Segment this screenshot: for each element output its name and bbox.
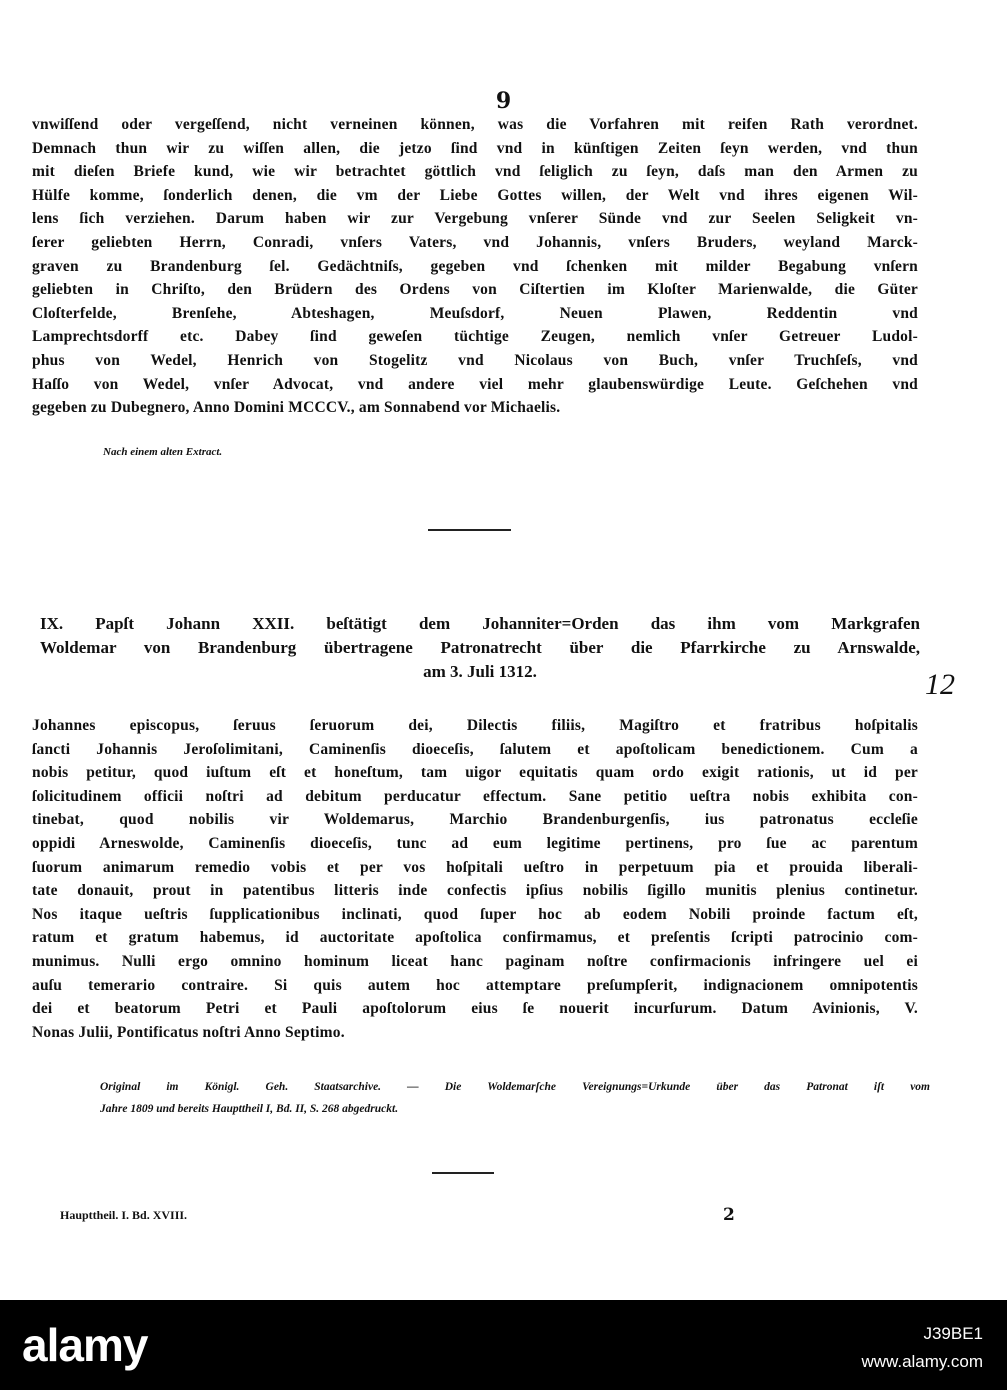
text-line: tate donauit, prout in patentibus litteris inde confectis ipſius nobilis ſigillo munitis plenius continetur. <box>32 882 918 900</box>
text-line: dei et beatorum Petri et Pauli apoſtolorum eius ſe nouerit incurſurum. Datum Avinionis, V. <box>32 1000 918 1018</box>
text-line: graven zu Brandenburg ſel. Gedächtniſs, gegeben vnd ſchenken mit milder Begabung vnſern <box>32 257 918 275</box>
document-heading <box>40 612 920 684</box>
text-line: auſu temerario contraire. Si quis autem hoc attemptare preſumpſerit, indignacionem omnipotentis <box>32 976 918 994</box>
heading-line-2: Woldemar von Brandenburg übertragene Patronatrecht über die Pfarrkirche zu Arnswalde, <box>40 638 920 657</box>
section-divider <box>428 529 511 531</box>
text-line: ſolicitudinem officii noſtri ad debitum perducatur effectum. Sane petitio ueſtra nobis exhibita con- <box>32 787 918 805</box>
text-line: Johannes episcopus, ſeruus ſeruorum dei, Dilectis filiis, Magiſtro et fratribus hoſpitalis <box>32 717 918 734</box>
text-line: lens ſich verziehen. Darum haben wir zur Vergebung vnſerer Sünde vnd zur Seelen Seligkeit vn- <box>32 210 918 228</box>
heading-line-3: am 3. Juli 1312. <box>423 662 537 681</box>
text-line: ſerer geliebten Herrn, Conradi, vnſers Vaters, vnd Johannis, vnſers Bruders, weyland Marck- <box>32 233 918 251</box>
text-line: ſancti Johannis Jeroſolimitani, Caminenſis dioeceſis, ſalutem et apoſtolicam benedictionem. Cum a <box>32 740 918 758</box>
text-line: Demnach thun wir zu wiſſen allen, die jetzo ſind vnd in künſtigen Zeiten ſeyn werden, vnd thun <box>32 139 918 157</box>
footnote-line-1: Original im Königl. Geh. Staatsarchive. — Die Woldemarſche Vereignungs=Urkunde über das Patronat iſt vom <box>100 1081 930 1093</box>
text-line: oppidi Arneswolde, Caminenſis dioeceſis, tunc ad eum legitime pertinens, pro ſue ac parentum <box>32 834 918 852</box>
footnote-line-2: Jahre 1809 und bereits Haupttheil I, Bd. II, S. 268 abgedruckt. <box>100 1103 399 1115</box>
text-line: ratum et gratum habemus, id auctoritate apoſtolica confirmamus, et preſentis ſcripti patrocinio com- <box>32 929 918 947</box>
sheet-number: 2 <box>723 1205 735 1225</box>
text-line: vnwiſſend oder vergeſſend, nicht verneinen können, was die Vorfahren mit reifen Rath verordnet. <box>32 116 918 133</box>
section2-text <box>32 714 918 1044</box>
watermark-url: www.alamy.com <box>861 1352 983 1371</box>
image-id: J39BE1 <box>923 1324 983 1343</box>
heading-line-1: IX. Papſt Johann XXII. beſtätigt dem Johanniter=Orden das ihm vom Markgrafen <box>40 614 920 633</box>
watermark-bar <box>0 1300 1007 1390</box>
text-line: tinebat, quod nobilis vir Woldemarus, Marchio Brandenburgenſis, ius patronatus eccleſie <box>32 811 918 829</box>
text-line: Nos itaque ueſtris ſupplicationibus inclinati, quod ſuper hoc ab eodem Nobili proinde factum eſt, <box>32 905 918 923</box>
alamy-logo: alamy <box>22 1319 148 1371</box>
text-line: nobis petitur, quod iuſtum eſt et honeſtum, tam uigor equitatis quam ordo exigit rationis, ut id per <box>32 764 918 782</box>
page-number: 9 <box>495 88 512 114</box>
text-line: geliebten in Chriſto, den Brüdern des Ordens von Ciſtertien im Kloſter Marienwalde, die Güter <box>32 281 918 299</box>
text-line: phus von Wedel, Henrich von Stogelitz vnd Nicolaus von Buch, vnſer Truchſeſs, vnd <box>32 351 918 369</box>
text-line: ſuorum animarum remedio vobis et per vos hoſpitali ueſtro in perpetuum pia et prouida liberali- <box>32 858 918 876</box>
section1-text <box>32 113 918 420</box>
text-line: munimus. Nulli ergo omnino hominum liceat hanc paginam noſtre confirmacionis infringere uel ei <box>32 952 918 970</box>
text-line: Haſſo von Wedel, vnſer Advocat, vnd andere viel mehr glaubenswürdige Leute. Geſchehen vnd <box>32 375 918 393</box>
text-line: Lamprechtsdorff etc. Dabey ſind geweſen tüchtige Zeugen, nemlich vnſer Getreuer Ludol- <box>32 328 918 346</box>
text-line: Nonas Julii, Pontificatus noſtri Anno Septimo. <box>32 1023 345 1041</box>
text-line: Cloſterfelde, Brenſehe, Abteshagen, Meuſsdorf, Neuen Plawen, Reddentin vnd <box>32 304 918 322</box>
text-line: gegeben zu Dubegnero, Anno Domini MCCCV., am Sonnabend vor Michaelis. <box>32 399 561 417</box>
signature-mark: Haupttheil. I. Bd. XVIII. <box>60 1208 188 1222</box>
text-line: Hülfe komme, ſonderlich denen, die vm der Liebe Gottes willen, der Welt vnd ihres eigenen Wil- <box>32 186 918 204</box>
text-line: mit dieſen Briefe kund, wie wir betrachtet göttlich vnd ſeliglich zu ſeyn, daſs man den Armen zu <box>32 163 918 181</box>
footnote <box>100 1076 930 1120</box>
source-note: Nach einem alten Extract. <box>103 446 223 458</box>
end-divider <box>432 1172 494 1174</box>
handwritten-margin-note: 12 <box>925 668 955 701</box>
